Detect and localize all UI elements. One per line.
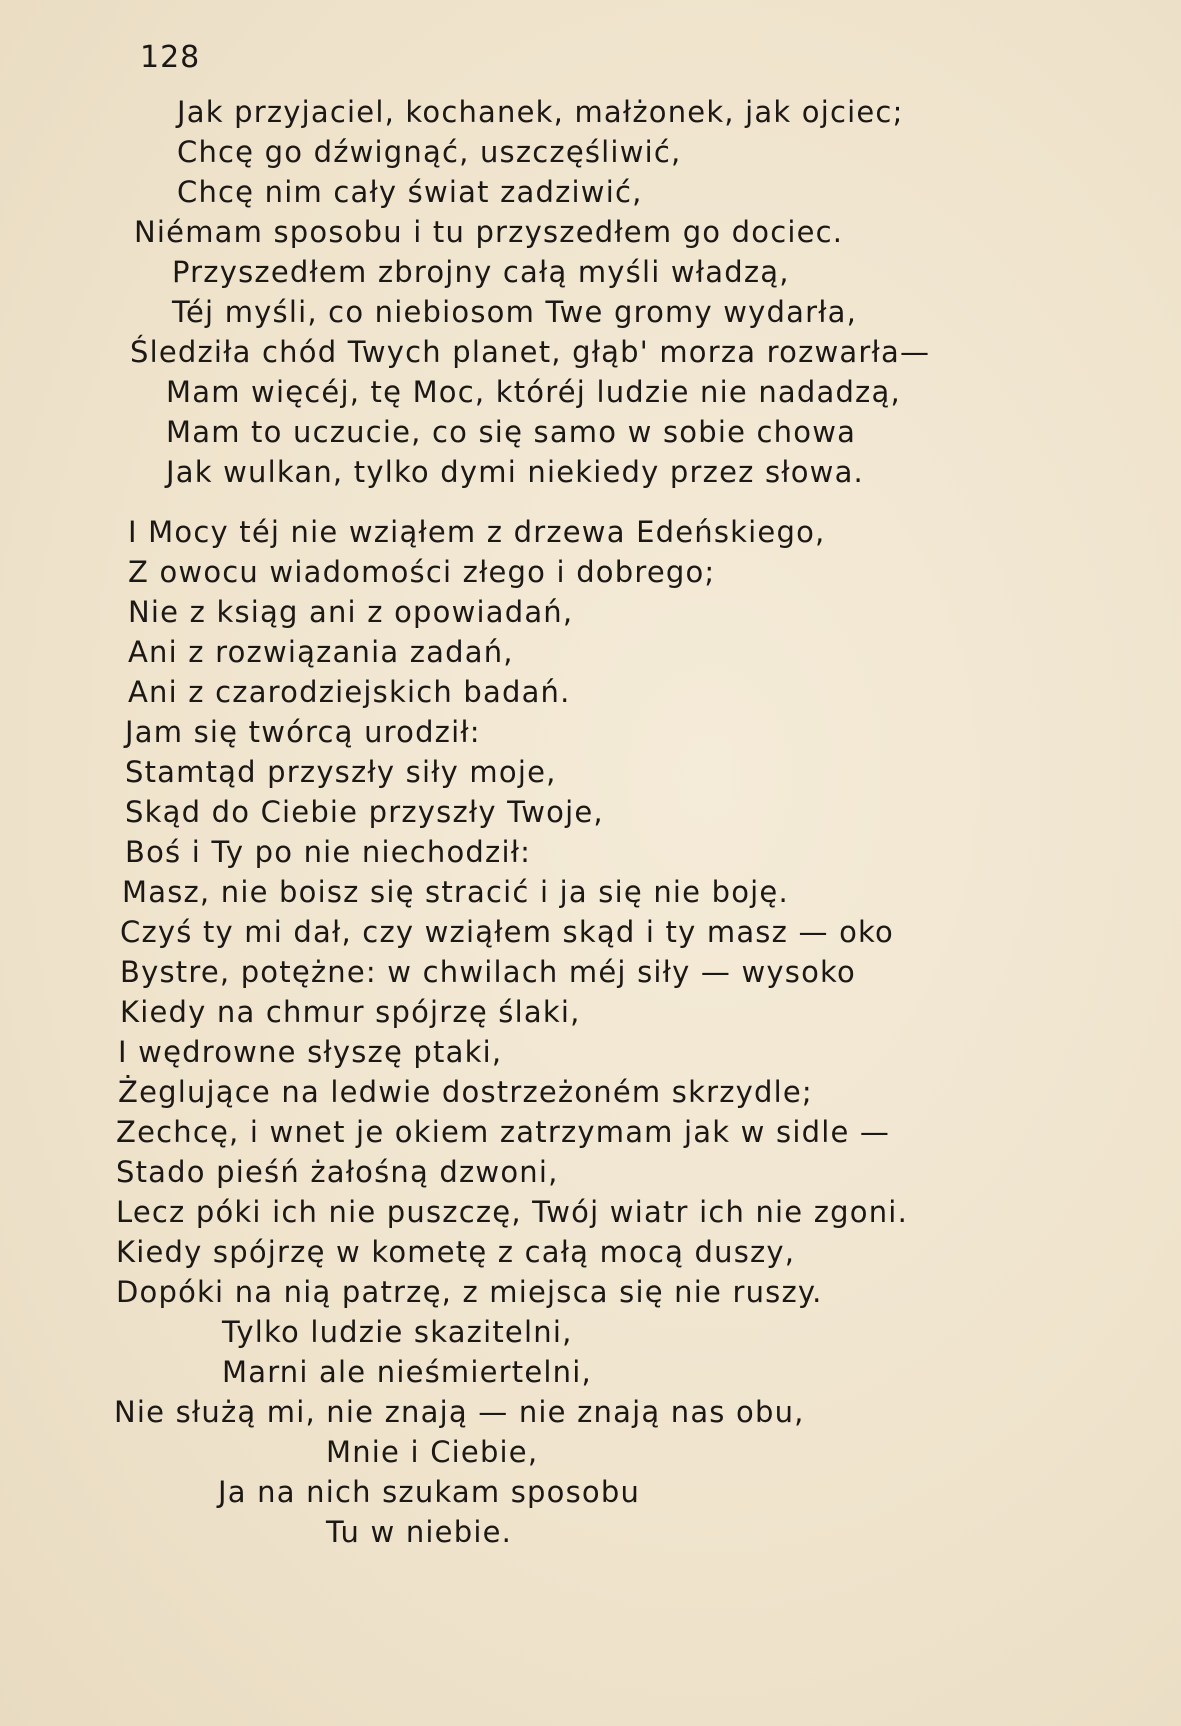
poem-line: Stado pieśń żałośną dzwoni, (116, 1155, 559, 1189)
poem-line: Czyś ty mi dał, czy wziąłem skąd i ty masz — oko (120, 915, 894, 949)
poem-line: Tylko ludzie skazitelni, (222, 1315, 573, 1349)
poem-line: I wędrowne słyszę ptaki, (118, 1035, 503, 1069)
poem-line: Nie z ksiąg ani z opowiadań, (128, 595, 574, 629)
poem-line: Jak przyjaciel, kochanek, małżonek, jak ojciec; (177, 95, 904, 129)
poem-line: Jak wulkan, tylko dymi niekiedy przez słowa. (166, 455, 864, 489)
poem-line: Zechcę, i wnet je okiem zatrzymam jak w sidle — (116, 1115, 891, 1149)
poem-line: Nie służą mi, nie znają — nie znają nas obu, (114, 1395, 805, 1429)
poem-line: Téj myśli, co niebiosom Twe gromy wydarła, (172, 295, 858, 329)
poem-line: Jam się twórcą urodził: (125, 715, 481, 749)
poem-line: Masz, nie boisz się stracić i ja się nie boję. (122, 875, 789, 909)
poem-line: Niémam sposobu i tu przyszedłem go dociec. (134, 215, 844, 249)
poem-line: Tu w niebie. (326, 1515, 513, 1549)
poem-line: I Mocy téj nie wziąłem z drzewa Edeńskiego, (128, 515, 826, 549)
poem-line: Chcę nim cały świat zadziwić, (177, 175, 643, 209)
poem-line: Stamtąd przyszły siły moje, (125, 755, 557, 789)
poem-line: Ani z czarodziejskich badań. (128, 675, 571, 709)
poem-line: Mnie i Ciebie, (326, 1435, 539, 1469)
poem-line: Śledziła chód Twych planet, głąb' morza rozwarła— (130, 335, 931, 369)
page-number: 128 (140, 40, 201, 75)
poem-line: Skąd do Ciebie przyszły Twoje, (125, 795, 604, 829)
poem-line: Żeglujące na ledwie dostrzeżoném skrzydle; (118, 1075, 813, 1109)
poem-line: Chcę go dźwignąć, uszczęśliwić, (177, 135, 682, 169)
poem-line: Dopóki na nią patrzę, z miejsca się nie ruszy. (116, 1275, 823, 1309)
poem-line: Kiedy na chmur spójrzę ślaki, (120, 995, 581, 1029)
poem-line: Bystre, potężne: w chwilach méj siły — wysoko (120, 955, 856, 989)
poem-line: Mam to uczucie, co się samo w sobie chowa (166, 415, 857, 449)
poem-line: Boś i Ty po nie niechodził: (125, 835, 532, 869)
poem-line: Kiedy spójrzę w kometę z całą mocą duszy, (116, 1235, 796, 1269)
poem-line: Z owocu wiadomości złego i dobrego; (128, 555, 716, 589)
poem-line: Mam więcéj, tę Moc, któréj ludzie nie nadadzą, (166, 375, 901, 409)
poem-line: Marni ale nieśmiertelni, (222, 1355, 592, 1389)
poem-line: Lecz póki ich nie puszczę, Twój wiatr ich nie zgoni. (116, 1195, 908, 1229)
poem-line: Przyszedłem zbrojny całą myśli władzą, (172, 255, 790, 289)
poem-line: Ani z rozwiązania zadań, (128, 635, 514, 669)
poem-line: Ja na nich szukam sposobu (218, 1475, 641, 1509)
